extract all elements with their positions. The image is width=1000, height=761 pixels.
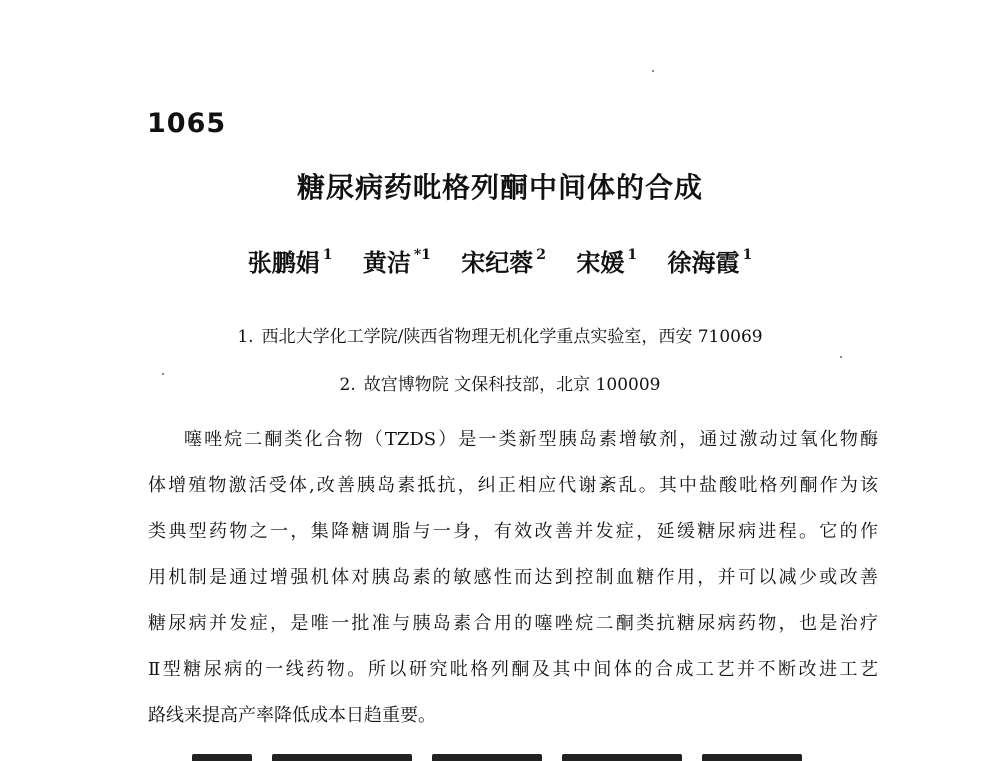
- author-list: [0, 243, 1000, 278]
- author-affiliation-mark: 1: [322, 247, 333, 263]
- text-fragment: [192, 754, 252, 761]
- cut-off-text-line: [172, 748, 822, 761]
- text-fragment: [702, 754, 802, 761]
- author-name: 宋媛: [576, 249, 625, 277]
- paper-title: 糖尿病药吡格列酮中间体的合成: [296, 171, 703, 204]
- author-name: 宋纪蓉: [461, 249, 534, 277]
- text-fragment: [432, 754, 542, 761]
- paragraph-line: 类典型药物之一，集降糖调脂与一身，有效改善并发症，延缓糖尿病进程。它的作: [148, 521, 878, 542]
- author: [248, 243, 333, 278]
- author: [576, 243, 637, 278]
- paragraph-line: 体增殖物激活受体,改善胰岛素抵抗，纠正相应代谢紊乱。其中盐酸吡格列酮作为该: [148, 475, 878, 496]
- affiliation-number: 1.: [237, 327, 254, 347]
- author-name: 张鹏娟: [247, 249, 320, 277]
- scan-speck: [162, 373, 164, 375]
- paragraph-line: 路线来提高产率降低成本日趋重要。: [148, 705, 436, 726]
- text-fragment: [272, 754, 412, 761]
- paper-number: 1065: [147, 108, 227, 139]
- scan-speck: [652, 70, 654, 72]
- author: [363, 243, 431, 278]
- affiliation-number: 2.: [339, 375, 356, 395]
- author: [668, 243, 753, 278]
- author-affiliation-mark: 1: [627, 247, 638, 263]
- affiliation-text: 故宫博物院 文保科技部，北京 100009: [363, 375, 661, 395]
- affiliation-text: 西北大学化工学院/陕西省物理无机化学重点实验室，西安 710069: [261, 327, 763, 347]
- abstract-paragraph: [148, 426, 878, 748]
- author-name: 黄洁: [362, 249, 411, 277]
- text-fragment: [562, 754, 682, 761]
- paragraph-line: 噻唑烷二酮类化合物（TZDS）是一类新型胰岛素增敏剂，通过激动过氧化物酶: [184, 429, 878, 450]
- author-affiliation-mark: 2: [536, 247, 547, 263]
- affiliation: [0, 322, 1000, 347]
- paragraph-line: 用机制是通过增强机体对胰岛素的敏感性而达到控制血糖作用，并可以减少或改善: [148, 567, 878, 588]
- author: [461, 243, 546, 278]
- scan-speck: [840, 356, 842, 358]
- paragraph-line: 糖尿病并发症，是唯一批准与胰岛素合用的噻唑烷二酮类抗糖尿病药物，也是治疗: [148, 613, 878, 634]
- affiliation: [0, 370, 1000, 395]
- paragraph-line: Ⅱ型糖尿病的一线药物。所以研究吡格列酮及其中间体的合成工艺并不断改进工艺: [148, 659, 878, 680]
- author-affiliation-mark: 1: [742, 247, 753, 263]
- author-affiliation-mark: *1: [413, 247, 431, 263]
- author-name: 徐海霞: [667, 249, 740, 277]
